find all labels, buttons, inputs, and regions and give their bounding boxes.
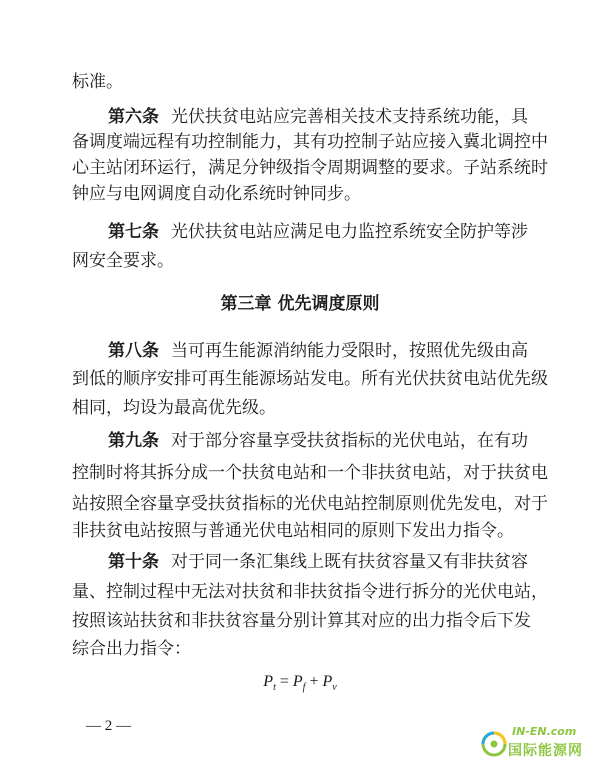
article-7-label: 第七条 [108,222,159,242]
watermark-name: 国际能源网 [508,743,583,759]
prev-article-tail: 标准。 [72,72,123,92]
watermark-site: IN-EN.com [512,725,577,738]
article-9-label: 第九条 [108,431,159,451]
document-page: 标准。 第六条 光伏扶贫电站应完善相关技术支持系统功能，具 备调度端远程有功控制能力，其有功控制子站应接入冀北调控中 心主站闭环运行，满足分钟级指令周期调整的要求。子站系统时 钟应与电网调度自动化系统时钟同步。 第七条 光伏扶贫电站应满足电力监控系统安全防护等涉 网安全要求。 第三章 优先调度原则 第八条 当可再生能源消纳能力受限时，按照优先级由高 到低的顺序安排可再生能源场站发电。所有光伏扶贫电站优先级 相同，均设为最高优先级。 第九条 对于部分容量享受扶贫指标的光伏电站，在有功 控制时将其拆分成一个扶贫电站和一个非扶贫电站，对于扶贫电 站按照全容量享受扶贫指标的光伏电站控制原则优先发电，对于 非扶贫电站按照与普通光伏电站相同的原则下发出力指令。 第十条 对于同一条汇集线上既有扶贫容量又有非扶贫容 量、控制过程中无法对扶贫和非扶贫指令进行拆分的光伏电站， 按照该站扶贫和非扶贫容量分别计算其对应的出力指令后下发 综合出力指令： $P_t = P_f + P_v$ — 2 — IN-EN.com 国际能源网 [0,0,600,776]
chapter-title: 第三章 优先调度原则 [220,294,380,314]
in-en-logo-icon [480,730,508,758]
formula: $P_t = P_f + P_v$ [263,673,337,694]
article-6-label: 第六条 [108,107,159,127]
article-10-label: 第十条 [108,552,159,572]
page-number: — 2 — [86,718,131,734]
watermark [480,722,592,770]
article-8-label: 第八条 [108,341,159,361]
